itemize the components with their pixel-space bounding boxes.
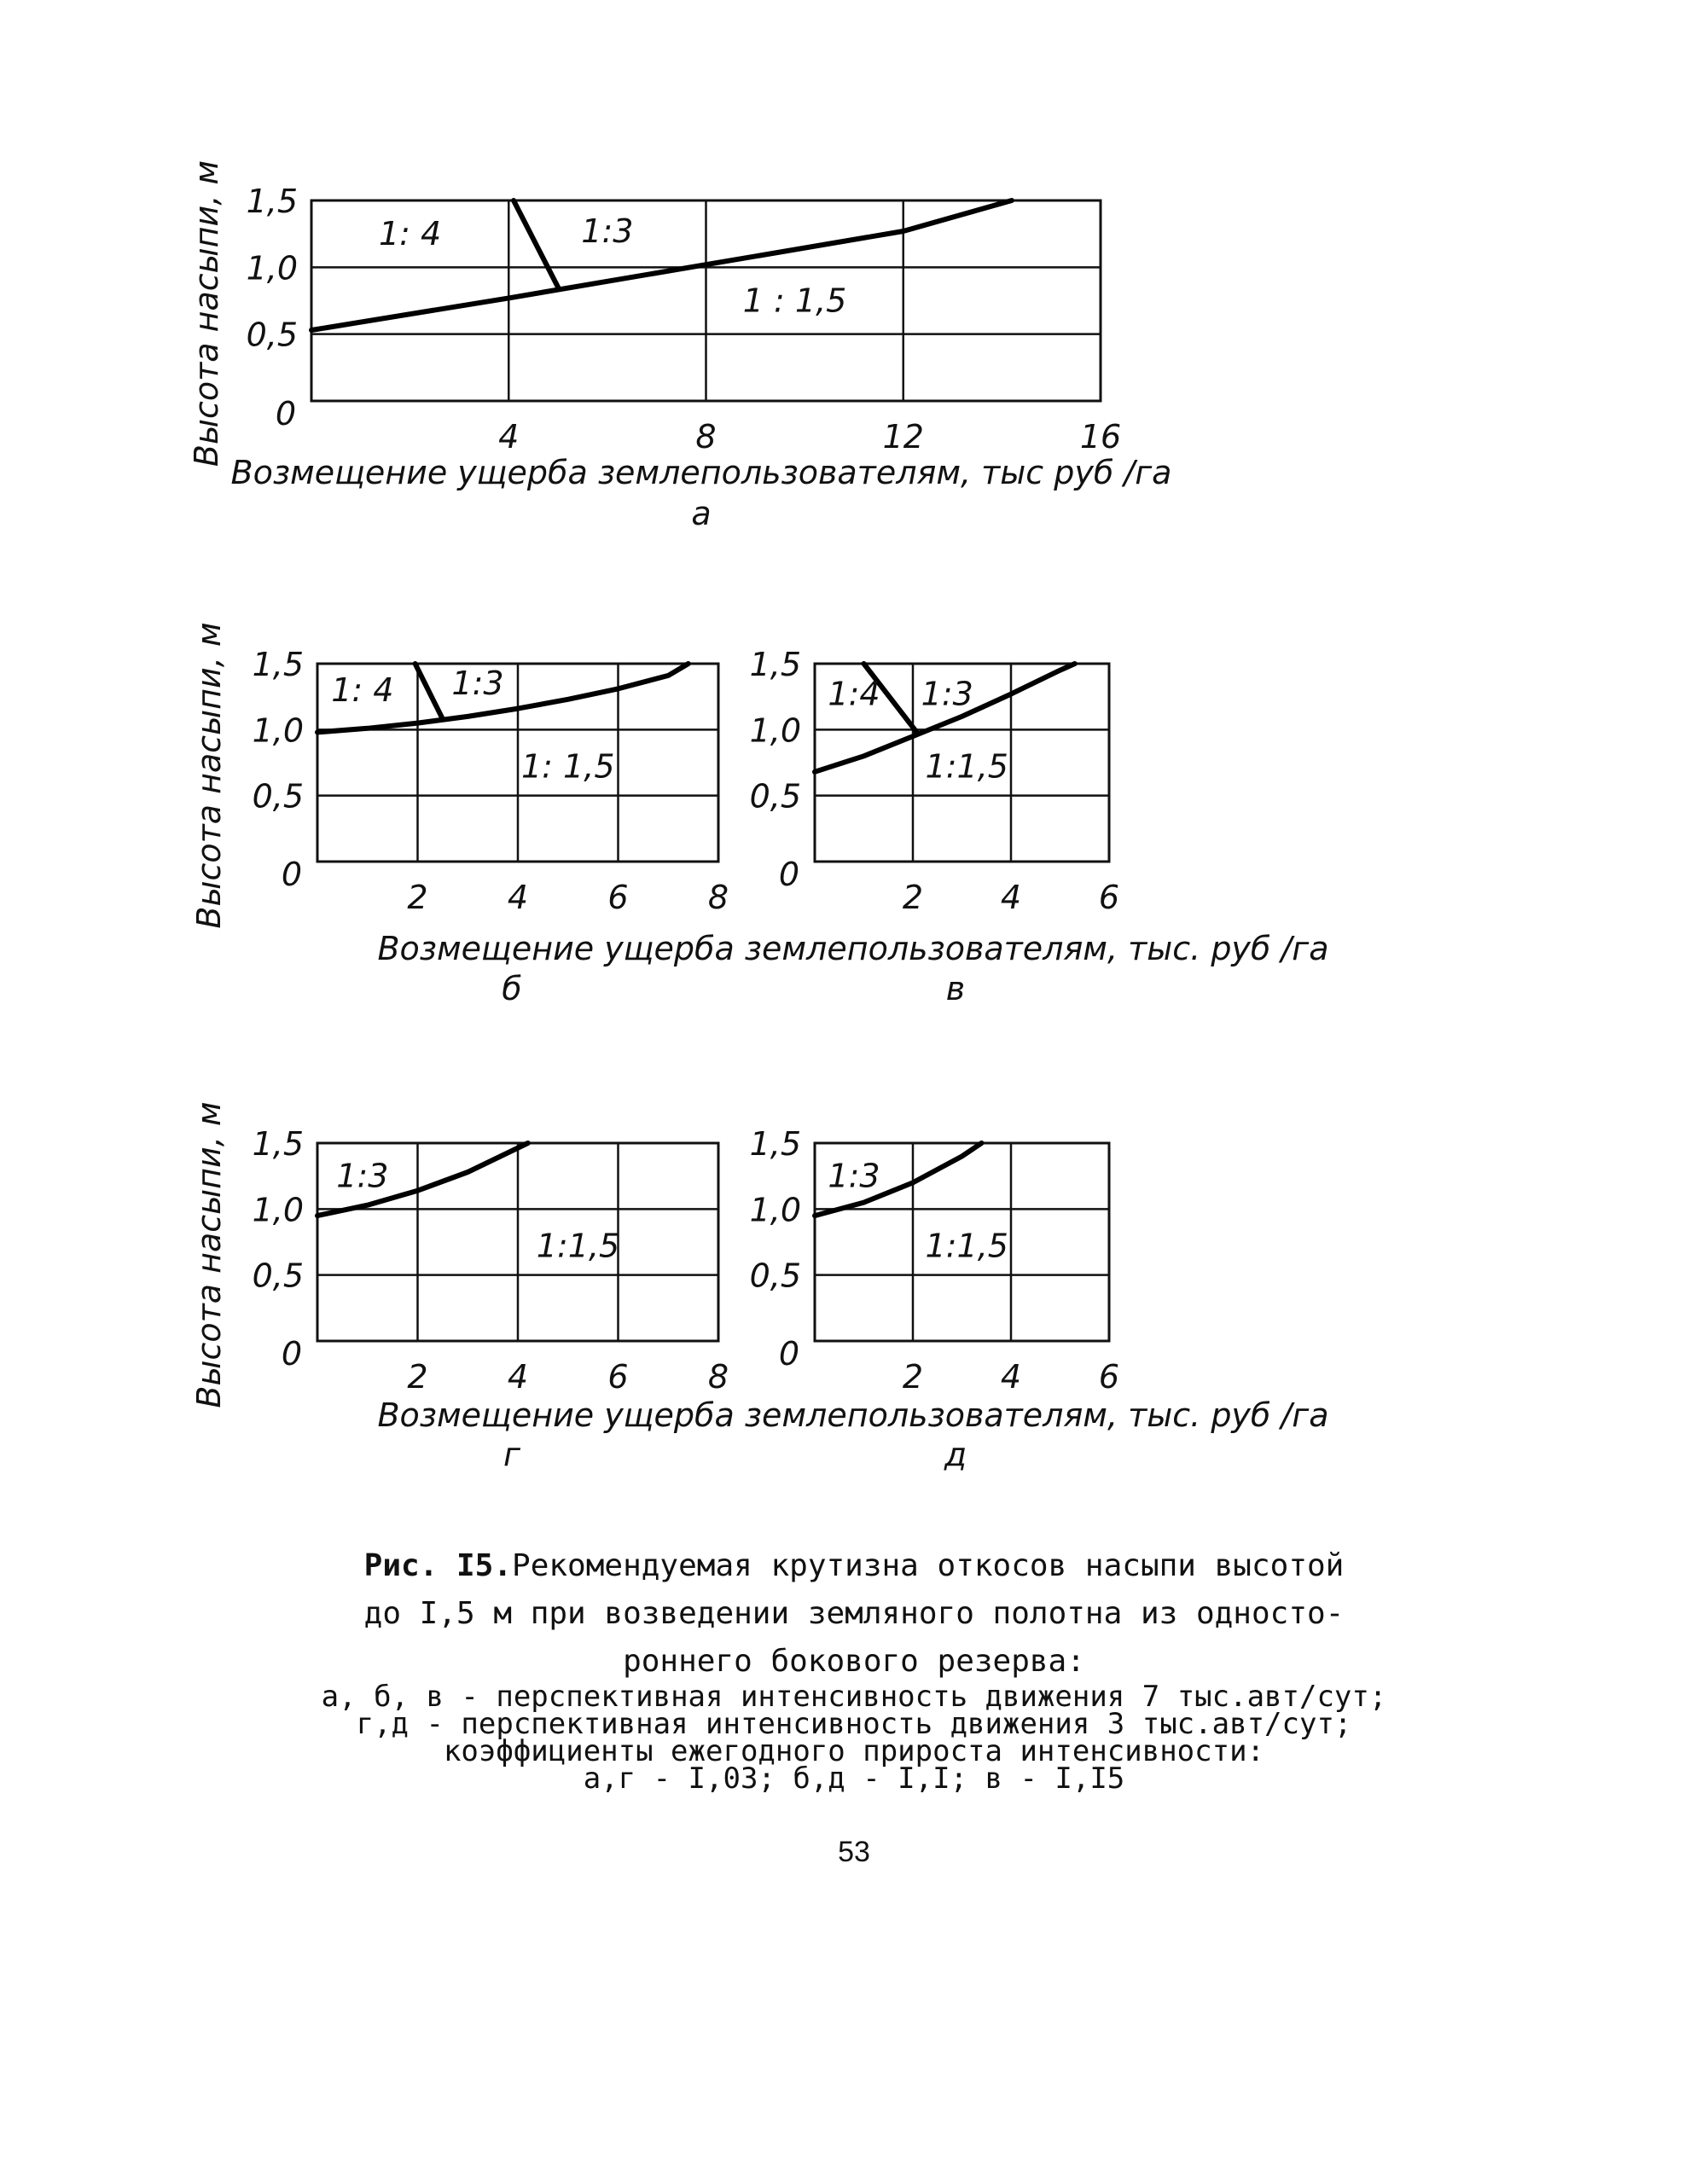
x-tick-b-2: 6 — [607, 879, 629, 916]
x-axis-label-a: Возмещение ущерба землепользователям, тыс руб /га — [230, 454, 1172, 491]
region-label-b-1: 1:3 — [451, 665, 504, 703]
figure-caption — [0, 1542, 1708, 1686]
y-axis-label-a: Высота насыпи, м — [188, 160, 225, 467]
x-tick-d-1: 4 — [1000, 1358, 1022, 1396]
caption-note-3: коэффициенты ежегодного прироста интенсивности: — [443, 1734, 1265, 1768]
region-label-b-0: 1: 4 — [331, 670, 394, 709]
x-tick-g-3: 8 — [707, 1358, 729, 1396]
caption-line-3: роннего бокового резерва: — [623, 1644, 1085, 1679]
caption-prefix: Рис. I5. — [363, 1548, 513, 1583]
y-tick-v-1: 0,5 — [749, 777, 801, 816]
panel-label-g: г — [503, 1436, 520, 1473]
caption-note-1: а, б, в - перспективная интенсивность движения 7 тыс.авт/сут; — [321, 1680, 1387, 1714]
x-tick-b-0: 2 — [407, 879, 428, 916]
x-tick-g-1: 4 — [507, 1358, 529, 1396]
caption-line-1 — [0, 1542, 1708, 1590]
y-axis-label-g: Высота насыпи, м — [190, 1101, 228, 1408]
y-tick-a-2: 1,0 — [246, 249, 298, 287]
x-tick-b-1: 4 — [507, 879, 529, 916]
y-tick-v-2: 1,0 — [749, 711, 801, 750]
y-tick-a-0: 0 — [275, 395, 296, 432]
x-tick-a-3: 16 — [1079, 418, 1122, 456]
caption-note-2: г,д - перспективная интенсивность движения 3 тыс.авт/сут; — [356, 1707, 1352, 1741]
boundary-line-a-1 — [514, 200, 558, 287]
y-tick-b-2: 1,0 — [252, 711, 304, 750]
region-label-v-1: 1:3 — [921, 675, 973, 713]
panel-label-d: д — [944, 1436, 967, 1473]
y-tick-b-1: 0,5 — [252, 777, 304, 816]
x-tick-d-0: 2 — [902, 1358, 924, 1396]
region-label-a-0: 1: 4 — [379, 215, 442, 253]
region-label-g-1: 1:1,5 — [536, 1227, 620, 1265]
region-label-a-2: 1 : 1,5 — [742, 282, 847, 320]
panel-label-b: б — [502, 970, 522, 1007]
y-tick-d-1: 0,5 — [749, 1257, 801, 1295]
y-tick-g-0: 0 — [281, 1335, 302, 1373]
y-tick-v-0: 0 — [778, 856, 799, 893]
region-label-b-2: 1: 1,5 — [521, 747, 615, 786]
x-tick-d-2: 6 — [1098, 1358, 1120, 1396]
y-tick-d-3: 1,5 — [749, 1125, 801, 1163]
panel-label-a: а — [691, 495, 712, 532]
region-label-g-0: 1:3 — [336, 1157, 389, 1195]
x-tick-g-2: 6 — [607, 1358, 629, 1396]
y-axis-label-b: Высота насыпи, м — [190, 622, 228, 929]
x-tick-a-1: 8 — [695, 418, 717, 456]
y-tick-g-1: 0,5 — [252, 1257, 304, 1295]
x-tick-v-2: 6 — [1098, 879, 1120, 916]
boundary-line-b-1 — [415, 664, 443, 719]
x-tick-a-2: 12 — [882, 418, 924, 456]
y-tick-d-2: 1,0 — [749, 1191, 801, 1229]
x-tick-v-0: 2 — [902, 879, 924, 916]
region-label-d-1: 1:1,5 — [925, 1227, 1008, 1265]
region-label-d-0: 1:3 — [828, 1157, 880, 1195]
x-tick-b-3: 8 — [707, 879, 729, 916]
x-tick-a-0: 4 — [498, 418, 520, 456]
caption-note-4: а,г - I,03; б,д - I,I; в - I,I5 — [583, 1762, 1125, 1796]
y-tick-a-1: 0,5 — [246, 316, 298, 354]
page-number: 53 — [838, 1836, 870, 1868]
y-tick-v-3: 1,5 — [749, 646, 801, 683]
panel-label-v: в — [945, 970, 966, 1007]
region-label-v-0: 1:4 — [828, 675, 880, 713]
x-tick-v-1: 4 — [1000, 879, 1022, 916]
y-tick-a-3: 1,5 — [246, 183, 298, 220]
y-tick-g-2: 1,0 — [252, 1191, 304, 1229]
y-tick-g-3: 1,5 — [252, 1125, 304, 1163]
y-tick-b-0: 0 — [281, 856, 302, 893]
region-label-a-1: 1:3 — [581, 212, 634, 251]
region-label-v-2: 1:1,5 — [925, 747, 1008, 786]
x-axis-label-g: Возмещение ущерба землепользователям, тыс. руб /га — [377, 1396, 1329, 1434]
caption-line-1-text: Рекомендуемая крутизна откосов насыпи высотой — [512, 1548, 1345, 1583]
caption-notes — [0, 1680, 1708, 1796]
y-tick-d-0: 0 — [778, 1335, 799, 1373]
x-tick-g-0: 2 — [407, 1358, 428, 1396]
y-tick-b-3: 1,5 — [252, 646, 304, 683]
x-axis-label-b: Возмещение ущерба землепользователям, тыс. руб /га — [377, 930, 1329, 967]
caption-line-2: до I,5 м при возведении земляного полотна из односто- — [363, 1596, 1345, 1631]
